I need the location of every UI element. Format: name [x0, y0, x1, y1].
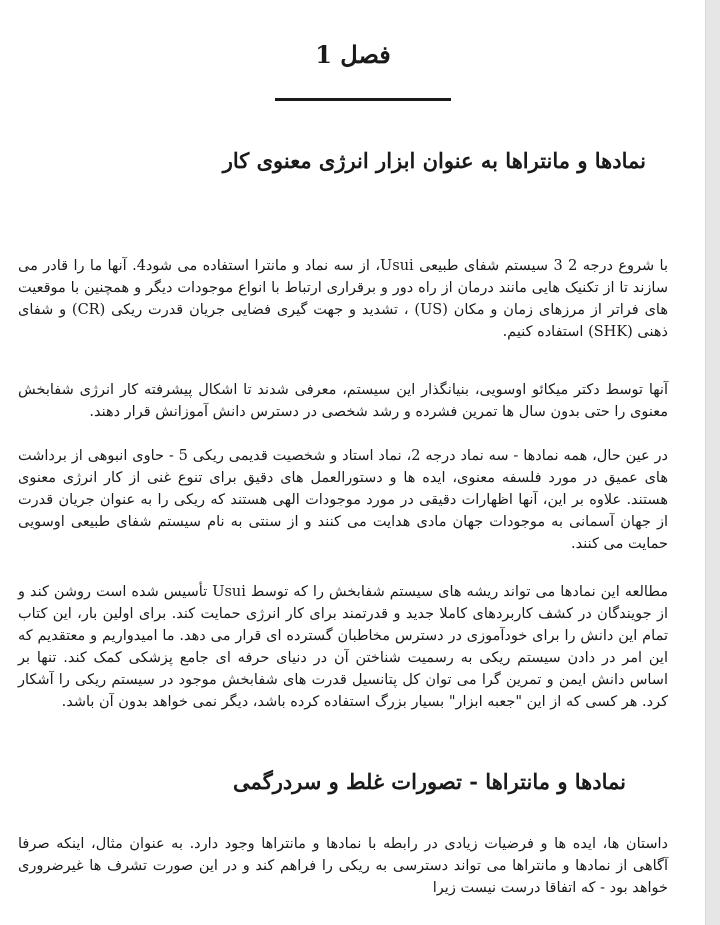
section-heading: نمادها و مانتراها - تصورات غلط و سردرگمی	[233, 769, 626, 794]
section-heading: نمادها و مانتراها به عنوان ابزار انرژی معنوی کار	[222, 148, 646, 173]
chapter-divider	[275, 98, 451, 101]
chapter-title: فصل 1	[315, 40, 391, 69]
paragraph: مطالعه این نمادها می تواند ریشه های سیستم شفابخش را که توسط Usui تأسیس شده است روشن کند و از جویندگان در کشف کاربردهای کاملا جدید و قدرتمند برای کار انرژی حمایت کند. برای اولین بار، این کتاب تمام این دانش را برای خودآموزی در دسترس مخاطبان گسترده ای قرار می دهد. ما امیدواریم و معتقدیم که این امر در دادن سیستم ریکی به رسمیت شناختن آن در دنیای حرفه ای جامع پزشکی کمک کند. تنها بر اساس دانش ایمن و تمرین گرا می توان کل پتانسیل قدرت های شفابخش موجود در سیستم ریکی را آشکار کرد. هر کسی که از این "جعبه ابزار" بسیار بزرگ استفاده کرده باشد، دیگر نمی خواهد بدون آن باشد.	[18, 583, 668, 710]
paragraph: با شروع درجه 2 3 سیستم شفای طبیعی Usui، از سه نماد و مانترا استفاده می شود4. آنها ما را قادر می سازند تا از تکنیک هایی مانند درمان از راه دور و برقراری ارتباط با انواع موجودات دیگر و همچنین با موقعیت های فراتر از مرزهای زمان و مکان (US) ، تشدید و جهت گیری فضایی جریان قدرت ریکی (CR) و شفای ذهنی (SHK) استفاده کنیم.	[18, 257, 669, 340]
paragraph: آنها توسط دکتر میکائو اوسویی، بنیانگذار این سیستم، معرفی شدند تا اشکال پیشرفته کار انرژی شفابخش معنوی را حتی بدون سال ها تمرین فشرده و رشد شخصی در دسترس دانش آموزانش قرار دهند.	[18, 381, 668, 420]
scrollbar[interactable]	[705, 0, 720, 925]
paragraph: در عین حال، همه نمادها - سه نماد درجه 2، نماد استاد و شخصیت قدیمی ریکی 5 - حاوی انبوهی از برداشت های عمیق در مورد فلسفه معنوی، ایده ها و دستورالعمل های دقیق برای تنوع غنی از کار انرژی معنوی هستند. علاوه بر این، آنها اظهارات دقیقی در مورد موجودات الهی هستند که ریکی را به عنوان جریان قدرت از جهان آسمانی به موجودات جهان مادی هدایت می کنند و از سنتی به نام سیستم شفای طبیعی اوسویی حمایت می کنند.	[18, 447, 669, 552]
paragraph: داستان ها، ایده ها و فرضیات زیادی در رابطه با نمادها و مانتراها وجود دارد. به عنوان مثال، اینکه صرفا آگاهی از نمادها و مانتراها می تواند دسترسی به ریکی را فراهم کند و در این صورت تشرف ها غیرضروری خواهد بود - که اتفاقا درست نیست زیرا	[18, 835, 668, 896]
